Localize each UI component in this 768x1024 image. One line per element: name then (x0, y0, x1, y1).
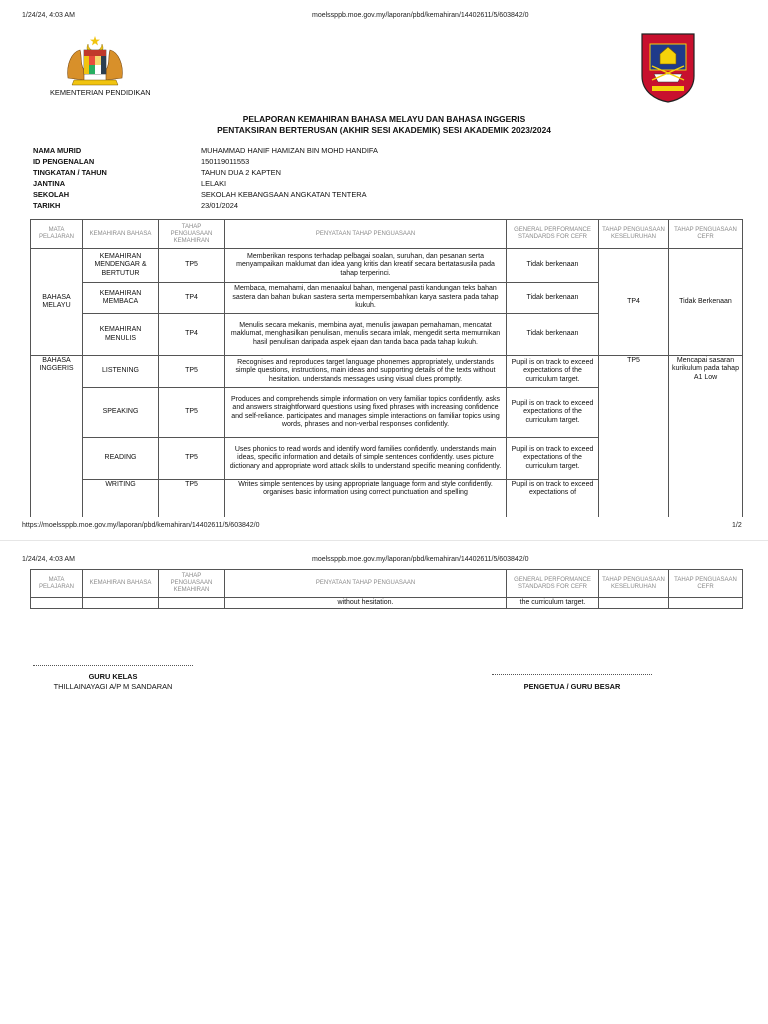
report-title-line1: PELAPORAN KEMAHIRAN BAHASA MELAYU DAN BAHASA INGGERIS (242, 114, 526, 124)
field-label: NAMA MURID (33, 146, 82, 155)
standard-cell: Tidak berkenaan (507, 314, 599, 356)
student-info-row (33, 201, 533, 212)
signature-title-principal: PENGETUA / GURU BESAR (523, 682, 621, 691)
field-value: 23/01/2024 (201, 201, 238, 210)
column-header: TAHAP PENGUASAAN CEFR (669, 570, 743, 598)
standard-cell: Tidak berkenaan (507, 283, 599, 314)
field-value: TAHUN DUA 2 KAPTEN (201, 168, 281, 177)
skill-cell: KEMAHIRAN MENDENGAR & BERTUTUR (83, 249, 159, 283)
student-info-row (33, 168, 533, 179)
level-cell: TP5 (159, 438, 225, 480)
skill-cell: SPEAKING (83, 388, 159, 438)
statement-cell: Memberikan respons terhadap pelbagai soalan, suruhan, dan pesanan serta menyampaikan maklumat dan idea yang kritis dan kreatif secara bertatasusila pada tahap terperinci. (225, 249, 507, 283)
standard-cell: Pupil is on track to exceed expectations of the curriculum target. (507, 356, 599, 388)
column-header: TAHAP PENGUASAAN KEMAHIRAN (159, 570, 225, 598)
subject-cell: BAHASA INGGERIS (31, 356, 83, 518)
field-label: JANTINA (33, 179, 66, 188)
statement-cell: Recognises and reproduces target language phonemes appropriately, understands simple questions, instructions, main ideas and supporting details of the texts without hesitation. understands messages using visual clues promptly. (225, 356, 507, 388)
table-row (31, 356, 743, 388)
print-url: moelssppb.moe.gov.my/laporan/pbd/kemahiran/14402611/5/603842/0 (312, 556, 529, 563)
student-info-row (33, 157, 533, 168)
overall-level-cell: TP4 (599, 249, 669, 356)
skill-cell: KEMAHIRAN MENULIS (83, 314, 159, 356)
subject-cell (31, 598, 83, 609)
table-row (31, 249, 743, 283)
column-header: GENERAL PERFORMANCE STANDARDS FOR CEFR (507, 220, 599, 249)
statement-cell: Membaca, memahami, dan menaakul bahan, mengenal pasti kandungan teks bahan sastera dan bahan bukan sastera serta mempersembahkan karya sastera pada tahap kukuh. (225, 283, 507, 314)
student-info-row (33, 146, 533, 157)
field-label: TINGKATAN / TAHUN (33, 168, 107, 177)
signature-line-principal (492, 674, 652, 675)
statement-cell: Writes simple sentences by using appropriate language form and style confidently. organises basic information using correct punctuation and spelling (225, 480, 507, 518)
level-cell: TP4 (159, 314, 225, 356)
level-cell: TP5 (159, 480, 225, 518)
signature-line-teacher (33, 665, 193, 666)
school-badge-logo (632, 30, 704, 104)
skill-cell: KEMAHIRAN MEMBACA (83, 283, 159, 314)
skill-cell (83, 598, 159, 609)
report-title-line2: PENTAKSIRAN BERTERUSAN (AKHIR SESI AKADEMIK) SESI AKADEMIK 2023/2024 (217, 125, 551, 135)
field-label: TARIKH (33, 201, 61, 210)
level-cell: TP4 (159, 283, 225, 314)
field-value: 150119011553 (201, 157, 250, 166)
level-cell: TP5 (159, 356, 225, 388)
standard-cell: Pupil is on track to exceed expectations of the curriculum target. (507, 438, 599, 480)
skills-table-continued (30, 569, 743, 609)
ministry-crest-logo (64, 34, 126, 88)
field-value: SEKOLAH KEBANGSAAN ANGKATAN TENTERA (201, 190, 367, 199)
signature-name-teacher: THILLAINAYAGI A/P M SANDARAN (53, 682, 173, 691)
print-footer-url: https://moelssppb.moe.gov.my/laporan/pbd/kemahiran/14402611/5/603842/0 (22, 522, 260, 529)
statement-cell: Menulis secara mekanis, membina ayat, menulis jawapan pemahaman, mencatat maklumat, menghasilkan penulisan, menulis secara imlak, mengedit serta memurnikan hasil penulisan daripada aspek ejaan dan tanda baca pada tahap kukuh. (225, 314, 507, 356)
skill-cell: WRITING (83, 480, 159, 518)
page-indicator: 1/2 (732, 522, 742, 529)
column-header: PENYATAAN TAHAP PENGUASAAN (225, 570, 507, 598)
print-timestamp: 1/24/24, 4:03 AM (22, 12, 75, 19)
level-cell: TP5 (159, 249, 225, 283)
cefr-level-cell: Tidak Berkenaan (669, 249, 743, 356)
standard-cell: Pupil is on track to exceed expectations of (507, 480, 599, 518)
ministry-name: KEMENTERIAN PENDIDIKAN (50, 88, 151, 97)
skill-cell: LISTENING (83, 356, 159, 388)
column-header: TAHAP PENGUASAAN KESELURUHAN (599, 220, 669, 249)
column-header: PENYATAAN TAHAP PENGUASAAN (225, 220, 507, 249)
signature-title-teacher: GURU KELAS (88, 672, 138, 681)
column-header: MATA PELAJARAN (31, 220, 83, 249)
overall-level-cell: TP5 (599, 356, 669, 518)
page-break (0, 540, 768, 541)
level-cell: TP5 (159, 388, 225, 438)
column-header: TAHAP PENGUASAAN KEMAHIRAN (159, 220, 225, 249)
standard-cell: Pupil is on track to exceed expectations of the curriculum target. (507, 388, 599, 438)
table-header-row (31, 570, 743, 598)
skills-table-wrapper (30, 219, 744, 517)
statement-cell: without hesitation. (225, 598, 507, 609)
field-value: MUHAMMAD HANIF HAMIZAN BIN MOHD HANDIFA (201, 146, 378, 155)
skills-table (30, 219, 743, 517)
field-label: ID PENGENALAN (33, 157, 95, 166)
cefr-level-cell (669, 598, 743, 609)
print-timestamp: 1/24/24, 4:03 AM (22, 556, 75, 563)
table-row (31, 598, 743, 609)
field-value: LELAKI (201, 179, 227, 188)
field-label: SEKOLAH (33, 190, 70, 199)
student-info-row (33, 179, 533, 190)
column-header: TAHAP PENGUASAAN CEFR (669, 220, 743, 249)
column-header: GENERAL PERFORMANCE STANDARDS FOR CEFR (507, 570, 599, 598)
table-header-row (31, 220, 743, 249)
cefr-level-cell: Mencapai sasaran kurikulum pada tahap A1 Low (669, 356, 743, 518)
column-header: KEMAHIRAN BAHASA (83, 220, 159, 249)
print-url: moelssppb.moe.gov.my/laporan/pbd/kemahiran/14402611/5/603842/0 (312, 12, 529, 19)
subject-cell: BAHASA MELAYU (31, 249, 83, 356)
column-header: MATA PELAJARAN (31, 570, 83, 598)
skill-cell: READING (83, 438, 159, 480)
student-info-row (33, 190, 533, 201)
level-cell (159, 598, 225, 609)
column-header: KEMAHIRAN BAHASA (83, 570, 159, 598)
overall-level-cell (599, 598, 669, 609)
standard-cell: Tidak berkenaan (507, 249, 599, 283)
statement-cell: Uses phonics to read words and identify word families confidently. understands main ideas, specific information and details of simple sentences confidently. uses picture dictionary and appropriate word attack skills to understand specific meaning confidently. (225, 438, 507, 480)
column-header: TAHAP PENGUASAAN KESELURUHAN (599, 570, 669, 598)
statement-cell: Produces and comprehends simple information on very familiar topics confidently. asks and answers straightforward questions using fixed phrases with increasing confidence and self-reliance. participates and manages simple interactions on familiar topics using words, phrases and non-verbal responses confidently. (225, 388, 507, 438)
standard-cell: the curriculum target. (507, 598, 599, 609)
